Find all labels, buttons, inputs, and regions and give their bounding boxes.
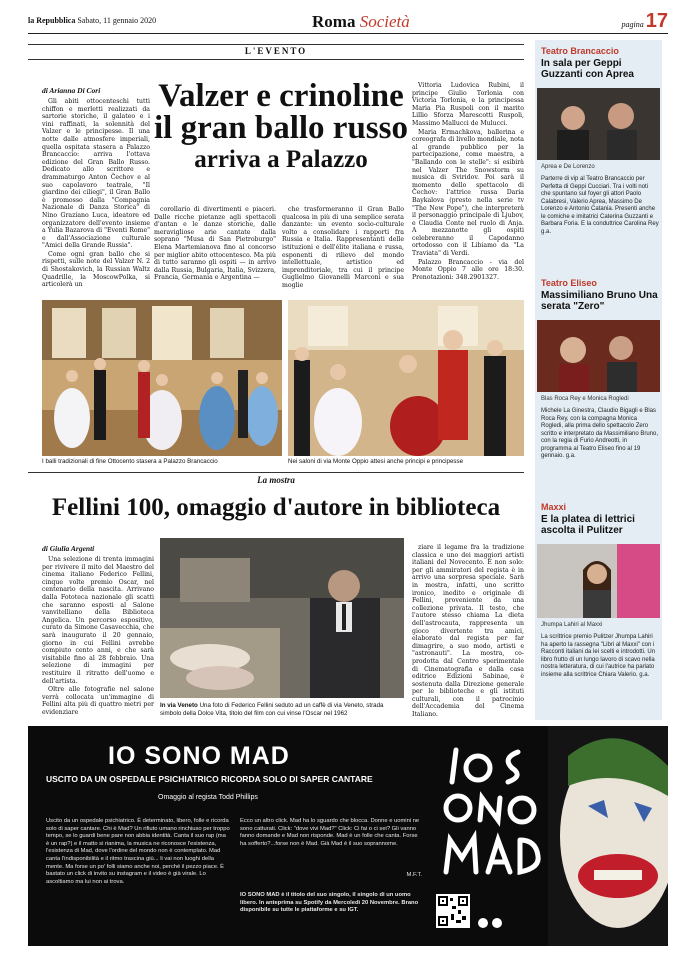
sidebar-text-brancaccio: Parterre di vip al Teatro Brancaccio per Perfetta di Geppi Cucciari. Tra i volti noti che spuntano sul foyer gli attori Paolo Calabresi, Valerio Aprea, Massimo De Lorenzo e Antonio Catania. Presenti anche le comiche e imitatrici Caterina Guzzanti e Barbara Foria. E la conduttrice Carolina Rey g.a. — [541, 176, 659, 235]
kicker-divider-bottom — [28, 59, 524, 60]
sidebar-photo-maxxi — [537, 544, 660, 618]
ad-logo — [436, 740, 546, 890]
instagram-icon[interactable] — [478, 918, 488, 928]
section-subtitle: Società — [359, 12, 410, 31]
ad-title: IO SONO MAD — [108, 742, 290, 770]
sidebar-head-eliseo: Massimiliano Bruno Una serata "Zero" — [541, 290, 658, 312]
ad-body-left: Uscito da un ospedale psichiatrico. È determinato, libero, folle e ricorda solo di saper cantare. Chi è Mad? Un rifiuto umano rinchiuso per troppo tempo, se lo guardi bene pare non abbia identità. Canta il suo rap (ma è un rap?) e il matto si rianima, la musica ne riconosce l'esistenza, l'esistenza di Mad, dove l'ordine del mondo non è contemplato. Mad canta l'indisponibilità e il ritmo trascina giù... li vai non luoghi della mente. Ma forse un po' folli siamo anche noi, perché il pezzo piace. È bastato un click di invito su instagram e il video è già virale. Lo ascoltiamo ma lui non ai trova. — [46, 818, 230, 885]
ad-release-info: IO SONO MAD è il titolo del suo singolo, il singolo di un uomo libero. In anteprima su Spotify da Mercoledì 20 Novembre. Brano disponibile su tutte le piattaforme e su IGT. — [240, 892, 419, 914]
fellini-photo — [160, 538, 404, 698]
caption-ball-right: Nei saloni di via Monte Oppio attesi anche principi e principesse — [288, 458, 464, 465]
sidebar-title-brancaccio: Teatro Brancaccio — [541, 46, 619, 56]
main-col-4: Vittoria Ludovica Rubini, il principe Giulio Torlonia con Victoria Torlonia, e la principessa Maria Pia Ruspoli con il marito Lillio Sforza Marescotti Ruspoli, Massimo Mallucci de Mulucci. Maria Ermachkova, ballerina e coreografa di livello mondiale, nota al grande pubblico per la partecipazione, come maestra, a "Ballando con le stelle": si esibirà nel Valzer The Snowstorm su musica di Sviridov. Poi sarà il momento dello spettacolo di Čechov: l'attrice russa Daria Baykalova (presto nella serie tv "The New Pope"), che interpreterà il personaggio principale di Ljubov, e Claudia Conte nel ruolo di Anja. A mezzanotte gli ospiti celebreranno il Capodanno ortodosso con il Libiamo da "La Traviata" di Verdi. Palazzo Brancaccio - via del Monte Oppio 7 alle ore 18:30. Prenotazioni: 348.2901327. — [412, 82, 524, 281]
painted-face-illustration — [548, 726, 668, 946]
ballroom-illustration — [42, 300, 282, 456]
sidebar-photo-eliseo — [537, 320, 660, 392]
section-title: Roma Società — [312, 12, 410, 31]
facebook-icon[interactable] — [492, 918, 502, 928]
headline-line-1: Valzer e crinoline — [158, 78, 404, 114]
main-kicker: L'EVENTO — [244, 46, 308, 56]
sidebar-text-maxxi: La scrittrice premio Pulitzer Jhumpa Lahiri ha aperto la rassegna "Libri al Maxxi" con i Racconti italiani da lei scelti e introdotti. Un libro frutto di un lungo lavoro di scavo nella nostra letteratura, di cui l'autrice ha parlato insieme alla scrittrice Chiara Valerio. g.a. — [541, 634, 656, 678]
page-number-label: pagina 17 — [621, 10, 668, 32]
caption-ball-left: I balli tradizionali di fine Ottocento stasera a Palazzo Brancaccio — [42, 458, 218, 465]
main-col-2: corollario di divertimenti e piaceri. Dalle ricche pietanze agli spettacoli d'antan e le danze storiche, dalle meravigliose arie cantate dalla soprano "Musa di San Pietroburgo" Elena Martemianova fino al concorso per miglior abito ottocentesco. Ma più di tutto saranno gli ospiti — in arrivo dalla Russia, Bulgaria, Italia, Svizzera, Francia, Germania e Argentina — — [154, 206, 276, 282]
main-col-3: che trasformeranno il Gran Ballo qualcosa in più di una semplice serata danzante: un evento socio-culturale volto a consolidare i rapporti fra Russia e Italia. Rappresentanti delle istituzioni e dell'élite italiana e russa, esponenti di rilievo del mondo intellettuale, artistico ed imprenditoriale, tra cui il principe Guglielmo Giovanelli Marconi e sua moglie — [282, 206, 404, 289]
second-col-1: Una selezione di trenta immagini per rivivere il mito del Maestro del cinema italiano Federico Fellini, cinque volte premio Oscar, nel centenario della nascita. Arrivano dalla Fototeca nazionale gli scatti che saranno esposti al Salone vanvitelliano della Biblioteca Angelica. Un percorso espositivo, curato da Simone Casavecchia, che sarà inaugurato il 20 gennaio, giorno in cui Fellini avrebbe compiuto cento anni, e che sarà visitabile fino al 28 febbraio. Una selezione di immagini per restituire il ritratto dell'uomo e dell'artista. Oltre alle fotografie nel salone verrà collocata un'immagine di Fellini alta più di quattro metri per evidenziare — [42, 556, 154, 716]
eliseo-photo-illustration — [537, 320, 660, 392]
second-headline: Fellini 100, omaggio d'autore in biblioteca — [51, 494, 501, 521]
second-col-2: ziare il legame fra la tradizione classica e uno dei maggiori artisti italiani del Novecento. E non solo: per gli ammiratori del regista è in arrivo una sorpresa speciale. Sarà in mostra, infatti, uno scritto ironico, inedito e originale di Fellini, proveniente da una collezione privata. Il testo, che l'autore stesso chiama La dieta dell'astrocauta, rappresenta un gioco divertente tra amici, elaborato dal regista per far dimagrire, a suo modo, artisti e "astronauti". La mostra, co-prodotta dal Centro sperimentale di Cinematografia e dalla casa editrice Edizioni Sabinae, è sostenuta dalla Direzione generale per le biblioteche e gli istituti culturali, con il patrocinio dell'Accademia del Cinema Italiano. — [412, 544, 524, 718]
newspaper-page — [28, 10, 668, 950]
fellini-caption-text: Una foto di Federico Fellini seduto ad un caffè di via Veneto, strada simbolo della Dolce Vita, titolo del film con cui vinse l'Oscar nel 1962 — [160, 702, 384, 717]
brancaccio-photo-illustration — [537, 88, 660, 160]
sidebar-head-brancaccio: In sala per Geppi Guzzanti con Aprea — [541, 58, 634, 80]
page-header — [28, 10, 668, 34]
page-number: 17 — [645, 10, 668, 32]
main-headline — [154, 80, 408, 176]
qr-code[interactable] — [436, 894, 470, 928]
sidebar-title-maxxi: Maxxi — [541, 502, 567, 512]
sidebar-title-eliseo: Teatro Eliseo — [541, 278, 597, 288]
fellini-caption — [160, 702, 404, 717]
headline-line-2: il gran ballo russo — [154, 110, 408, 146]
second-kicker: La mostra — [257, 475, 295, 485]
sidebar-caption-eliseo: Blas Roca Rey e Monica Rogledi — [541, 396, 629, 402]
sidebar-caption-brancaccio: Aprea e De Lorenzo — [541, 164, 595, 170]
fellini-caption-title: In via Veneto — [160, 702, 198, 709]
sidebar-head-maxxi: E la platea di lettrici ascolta il Pulitzer — [541, 514, 635, 536]
second-divider — [28, 472, 524, 473]
ad-subtitle: USCITO DA UN OSPEDALE PSICHIATRICO RICORDA SOLO DI SAPER CANTARE — [46, 774, 373, 784]
sidebar-caption-maxxi: Jhumpa Lahiri al Maxxi — [541, 622, 603, 628]
kicker-divider — [28, 44, 524, 45]
ad-signature: M.F.T. — [406, 872, 422, 878]
main-byline: di Arianna Di Cori — [42, 86, 101, 95]
fellini-illustration — [160, 538, 404, 698]
headline-line-3: arriva a Palazzo — [194, 146, 368, 173]
second-byline: di Giulia Argenti — [42, 544, 95, 553]
main-col-1: Gli abiti ottocenteschi tutti chiffon e merletti realizzati da sartorie storiche, il galateo e i vini raffinati, la solennità del Valzer e le principesse. Il una notte dalle atmosfere imperiali, quella ospitata stasera a Palazzo Brancaccio: arriva l'ottava edizione del Gran Ballo Russo. Dedicato allo scrittore e drammaturgo Anton Čechov e al suo capolavoro teatrale, "Il giardino dei ciliegi", il Gran Ballo è promosso dalla "Compagnia Nazionale di Danza Storica" di Nino Graziano Luca, ideatore ed organizzatore dell'evento insieme a Yulia Bazarova di "Eventi Rome" e dall'Associazione culturale "Amici della Grande Russia". Come ogni gran ballo che si rispetti, sulle note del Valzer N. 2 di Shostakovich, la Russian Waltz Quadrille, la MoscowPolka, si articolerà un — [42, 98, 150, 289]
header-left — [28, 16, 156, 25]
qr-code-icon — [436, 894, 470, 928]
ball-photo-left — [42, 300, 282, 456]
ball-photo-right — [288, 300, 524, 456]
sidebar-text-eliseo: Michele La Ginestra, Claudio Bigagli e Blas Roca Rey, con la compagna Monica Rogledi, alla prima dello spettacolo Zero scritto e interpretato da Massimiliano Bruno, con la regia di Furio Andreotti, in programma al Teatro Eliseo fino al 19 gennaio. g.a. — [541, 408, 659, 459]
ad-body-right: Ecco un altro click. Mad ha lo sguardo che blocca. Donne e uomini ne sono catturati. Click: "dove vivi Mad?" Click: Ci fai o ci sei? Gli vanno fanno domande e Mad non risponde. Mad è un folle che canta. Forse ha sofferto?...forse non è Mad. Già Mad è il suo soprannome. — [240, 818, 420, 847]
paper-name: la Repubblica — [28, 16, 76, 25]
ad-face-image — [548, 726, 668, 946]
sidebar-photo-brancaccio — [537, 88, 660, 160]
dancers-illustration — [288, 300, 524, 456]
maxxi-photo-illustration — [537, 544, 660, 618]
advertisement-io-sono-mad — [28, 726, 668, 946]
issue-date: Sabato, 11 gennaio 2020 — [77, 16, 157, 25]
ad-tribute: Omaggio al regista Todd Phillips — [158, 794, 258, 801]
mad-logo-illustration — [436, 740, 546, 890]
society-sidebar — [535, 40, 662, 720]
